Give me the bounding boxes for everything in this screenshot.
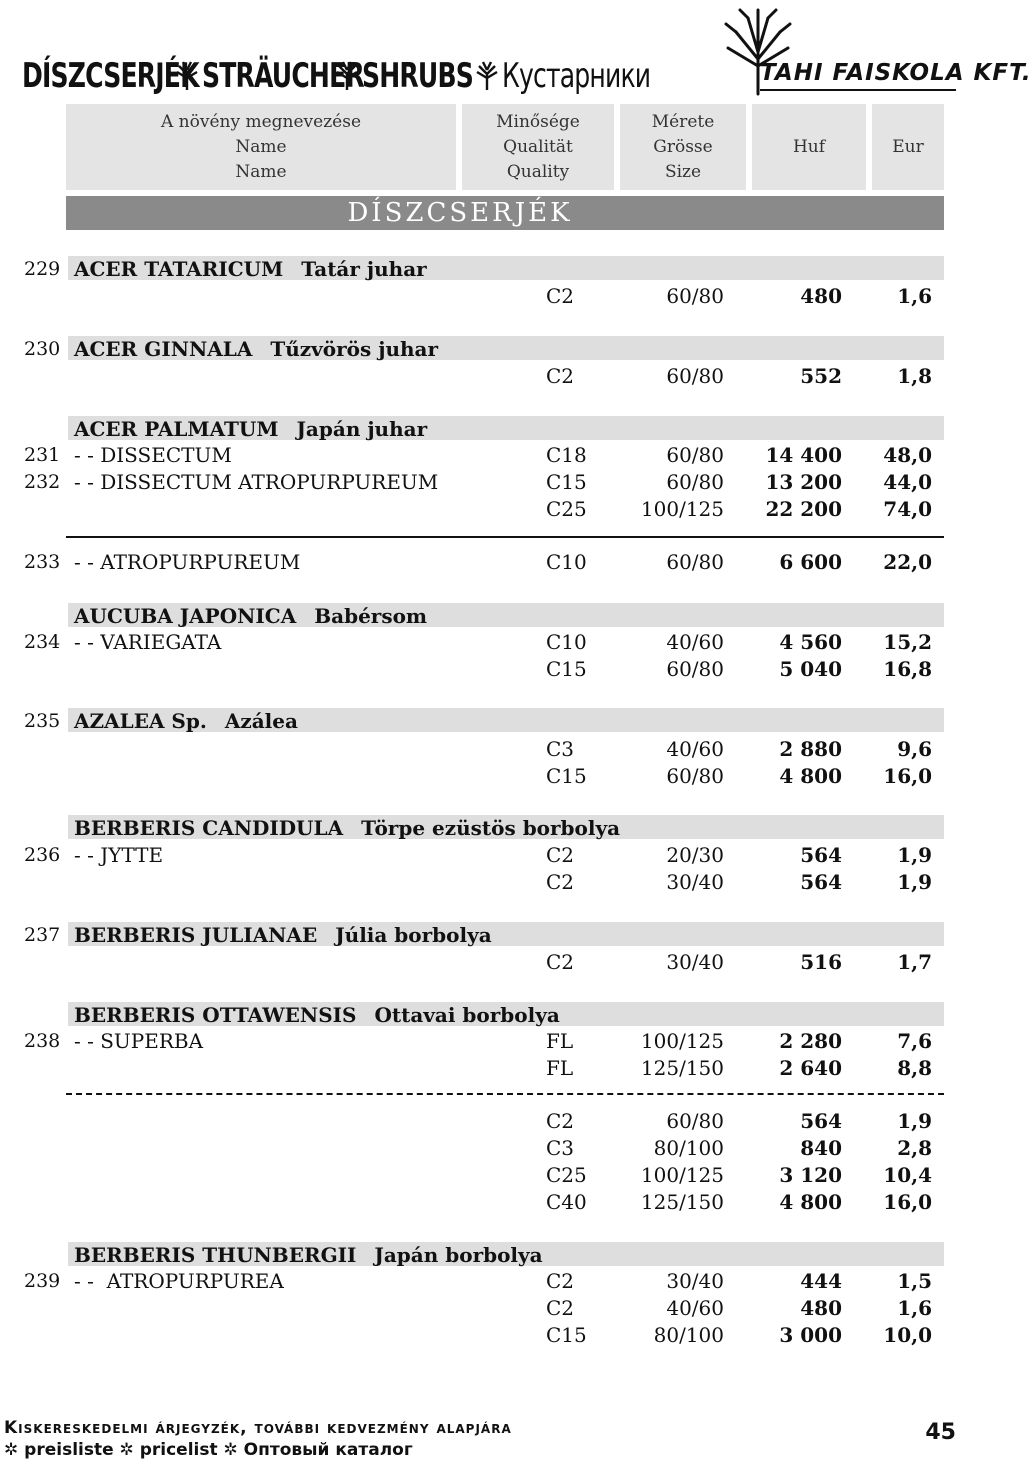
- header-quality-en: Quality: [506, 161, 570, 182]
- eur-price: 1,9: [897, 843, 932, 867]
- size-value: 125/150: [640, 1056, 724, 1080]
- quality-value: C10: [546, 630, 587, 654]
- header-quality-de: Qualität: [503, 136, 573, 157]
- item-number: 239: [24, 1270, 61, 1292]
- price-row: [0, 1162, 960, 1188]
- size-value: 40/60: [666, 630, 724, 654]
- quality-value: FL: [546, 1029, 574, 1053]
- price-row: [0, 949, 960, 975]
- eur-price: 1,7: [897, 950, 932, 974]
- price-row: [0, 496, 960, 522]
- huf-price: 516: [800, 950, 842, 974]
- nursery-logo-text: TAHI FAISKOLA KFT.: [760, 60, 1032, 86]
- header-size-en: Size: [664, 161, 702, 182]
- huf-price: 2 880: [779, 737, 842, 761]
- quality-value: C15: [546, 764, 587, 788]
- eur-price: 1,6: [897, 284, 932, 308]
- item-number: 233: [24, 551, 61, 573]
- item-number: 231: [24, 444, 61, 466]
- header-name-de: Name: [235, 136, 287, 157]
- header-size-de: Grösse: [653, 136, 713, 157]
- quality-value: C2: [546, 1296, 575, 1320]
- price-row: [0, 442, 960, 468]
- size-value: 80/100: [653, 1323, 724, 1347]
- huf-price: 5 040: [779, 657, 842, 681]
- price-row: [0, 656, 960, 682]
- huf-price: 14 400: [765, 443, 842, 467]
- product-heading-row: [0, 1002, 960, 1028]
- product-heading-row: [0, 922, 960, 948]
- variety-name: - - DISSECTUM: [74, 443, 232, 467]
- quality-value: C15: [546, 470, 587, 494]
- price-row: [0, 469, 960, 495]
- item-number: 238: [24, 1030, 61, 1052]
- product-heading-row: [0, 1242, 960, 1268]
- item-number: 232: [24, 471, 61, 493]
- quality-value: FL: [546, 1056, 574, 1080]
- price-row: [0, 363, 960, 389]
- header-quality-hu: Minősége: [496, 111, 580, 132]
- quality-value: C3: [546, 1136, 575, 1160]
- banner-title-en: SHRUBS: [362, 56, 474, 96]
- header-eur-column: [872, 104, 944, 190]
- product-heading-row: [0, 416, 960, 442]
- size-value: 60/80: [666, 550, 724, 574]
- size-value: 60/80: [666, 764, 724, 788]
- variety-name: - - ATROPURPUREUM: [74, 550, 301, 574]
- product-name: BERBERIS JULIANAE Júlia borbolya: [74, 923, 492, 947]
- price-row: [0, 1322, 960, 1348]
- product-name: ACER TATARICUM Tatár juhar: [74, 257, 427, 281]
- huf-price: 564: [800, 1109, 842, 1133]
- item-number: 236: [24, 844, 61, 866]
- price-row: [0, 1108, 960, 1134]
- price-row: [0, 1135, 960, 1161]
- size-value: 60/80: [666, 1109, 724, 1133]
- quality-value: C40: [546, 1190, 587, 1214]
- item-number: 234: [24, 631, 61, 653]
- huf-price: 444: [800, 1269, 842, 1293]
- quality-value: C2: [546, 870, 575, 894]
- size-value: 30/40: [666, 1269, 724, 1293]
- eur-price: 22,0: [883, 550, 932, 574]
- product-name: BERBERIS THUNBERGII Japán borbolya: [74, 1243, 543, 1267]
- product-heading-row: [0, 603, 960, 629]
- huf-price: 2 280: [779, 1029, 842, 1053]
- price-row: [0, 283, 960, 309]
- header-name-en: Name: [235, 161, 287, 182]
- product-name: AZALEA Sp. Azálea: [74, 709, 298, 733]
- variety-name: - - SUPERBA: [74, 1029, 204, 1053]
- header-huf: Huf: [792, 136, 826, 157]
- huf-price: 13 200: [765, 470, 842, 494]
- page-number: 45: [925, 1420, 956, 1445]
- quality-value: C3: [546, 737, 575, 761]
- size-value: 30/40: [666, 950, 724, 974]
- huf-price: 480: [800, 284, 842, 308]
- quality-value: C18: [546, 443, 587, 467]
- eur-price: 7,6: [897, 1029, 932, 1053]
- huf-price: 4 800: [779, 764, 842, 788]
- size-value: 60/80: [666, 443, 724, 467]
- size-value: 60/80: [666, 284, 724, 308]
- size-value: 40/60: [666, 737, 724, 761]
- banner-title-de: STRÄUCHER: [202, 56, 364, 96]
- price-row: [0, 1295, 960, 1321]
- product-name: AUCUBA JAPONICA Babérsom: [74, 604, 428, 628]
- eur-price: 16,8: [883, 657, 932, 681]
- logo-underline: [760, 89, 956, 91]
- dashed-divider: [66, 1093, 944, 1095]
- size-value: 100/125: [640, 497, 724, 521]
- item-number: 235: [24, 710, 61, 732]
- banner-title-hu: DÍSZCSERJÉK: [22, 56, 199, 96]
- huf-price: 2 640: [779, 1056, 842, 1080]
- price-row: [0, 1189, 960, 1215]
- eur-price: 2,8: [897, 1136, 932, 1160]
- header-name-column: [66, 104, 456, 190]
- size-value: 20/30: [666, 843, 724, 867]
- eur-price: 10,4: [883, 1163, 932, 1187]
- product-name: ACER PALMATUM Japán juhar: [74, 417, 428, 441]
- size-value: 60/80: [666, 657, 724, 681]
- quality-value: C2: [546, 1269, 575, 1293]
- product-heading-row: [0, 708, 960, 734]
- item-number: 237: [24, 924, 61, 946]
- header-name-hu: A növény megnevezése: [160, 111, 362, 132]
- price-row: [0, 842, 960, 868]
- eur-price: 16,0: [883, 1190, 932, 1214]
- quality-value: C2: [546, 364, 575, 388]
- header-size-hu: Mérete: [651, 111, 715, 132]
- price-row: [0, 1028, 960, 1054]
- quality-value: C2: [546, 843, 575, 867]
- huf-price: 480: [800, 1296, 842, 1320]
- eur-price: 44,0: [883, 470, 932, 494]
- price-row: [0, 1055, 960, 1081]
- price-row: [0, 736, 960, 762]
- header-eur: Eur: [892, 136, 924, 157]
- huf-price: 22 200: [765, 497, 842, 521]
- quality-value: C25: [546, 1163, 587, 1187]
- huf-price: 4 560: [779, 630, 842, 654]
- size-value: 60/80: [666, 470, 724, 494]
- eur-price: 9,6: [897, 737, 932, 761]
- header-quality-column: [462, 104, 614, 190]
- size-value: 125/150: [640, 1190, 724, 1214]
- title-banner: [22, 34, 722, 96]
- quality-value: C25: [546, 497, 587, 521]
- huf-price: 564: [800, 843, 842, 867]
- eur-price: 1,8: [897, 364, 932, 388]
- huf-price: 6 600: [779, 550, 842, 574]
- footer-subnote: ✲ preisliste ✲ pricelist ✲ Оптовый каталог: [4, 1440, 413, 1460]
- banner-title-ru: Кустарники: [502, 56, 651, 96]
- size-value: 100/125: [640, 1163, 724, 1187]
- huf-price: 564: [800, 870, 842, 894]
- quality-value: C10: [546, 550, 587, 574]
- quality-value: C2: [546, 1109, 575, 1133]
- eur-price: 10,0: [883, 1323, 932, 1347]
- divider: [66, 536, 944, 538]
- item-number: 229: [24, 258, 61, 280]
- price-row: [0, 1268, 960, 1294]
- variety-name: - - VARIEGATA: [74, 630, 222, 654]
- price-row: [0, 763, 960, 789]
- price-row: [0, 549, 960, 575]
- section-title: DÍSZCSERJÉK: [66, 196, 944, 230]
- eur-price: 8,8: [897, 1056, 932, 1080]
- huf-price: 3 000: [779, 1323, 842, 1347]
- size-value: 30/40: [666, 870, 724, 894]
- huf-price: 840: [800, 1136, 842, 1160]
- eur-price: 1,6: [897, 1296, 932, 1320]
- size-value: 60/80: [666, 364, 724, 388]
- tree-icon: [474, 60, 500, 90]
- product-heading-row: [0, 336, 960, 362]
- eur-price: 74,0: [883, 497, 932, 521]
- variety-name: - - DISSECTUM ATROPURPUREUM: [74, 470, 439, 494]
- huf-price: 3 120: [779, 1163, 842, 1187]
- product-name: ACER GINNALA Tűzvörös juhar: [74, 337, 439, 361]
- eur-price: 1,9: [897, 1109, 932, 1133]
- variety-name: - - ATROPURPUREA: [74, 1269, 284, 1293]
- quality-value: C15: [546, 1323, 587, 1347]
- product-name: BERBERIS OTTAWENSIS Ottavai borbolya: [74, 1003, 560, 1027]
- product-heading-row: [0, 256, 960, 282]
- size-value: 80/100: [653, 1136, 724, 1160]
- header-size-column: [620, 104, 746, 190]
- huf-price: 552: [800, 364, 842, 388]
- size-value: 100/125: [640, 1029, 724, 1053]
- price-row: [0, 869, 960, 895]
- quality-value: C2: [546, 284, 575, 308]
- quality-value: C2: [546, 950, 575, 974]
- eur-price: 1,9: [897, 870, 932, 894]
- footer-note: Kiskereskedelmi árjegyzék, további kedvezmény alapjára: [4, 1418, 512, 1438]
- product-name: BERBERIS CANDIDULA Törpe ezüstös borbolya: [74, 816, 621, 840]
- product-heading-row: [0, 815, 960, 841]
- eur-price: 15,2: [883, 630, 932, 654]
- size-value: 40/60: [666, 1296, 724, 1320]
- eur-price: 16,0: [883, 764, 932, 788]
- item-number: 230: [24, 338, 61, 360]
- variety-name: - - JYTTE: [74, 843, 164, 867]
- header-huf-column: [752, 104, 866, 190]
- huf-price: 4 800: [779, 1190, 842, 1214]
- quality-value: C15: [546, 657, 587, 681]
- eur-price: 1,5: [897, 1269, 932, 1293]
- price-row: [0, 629, 960, 655]
- eur-price: 48,0: [883, 443, 932, 467]
